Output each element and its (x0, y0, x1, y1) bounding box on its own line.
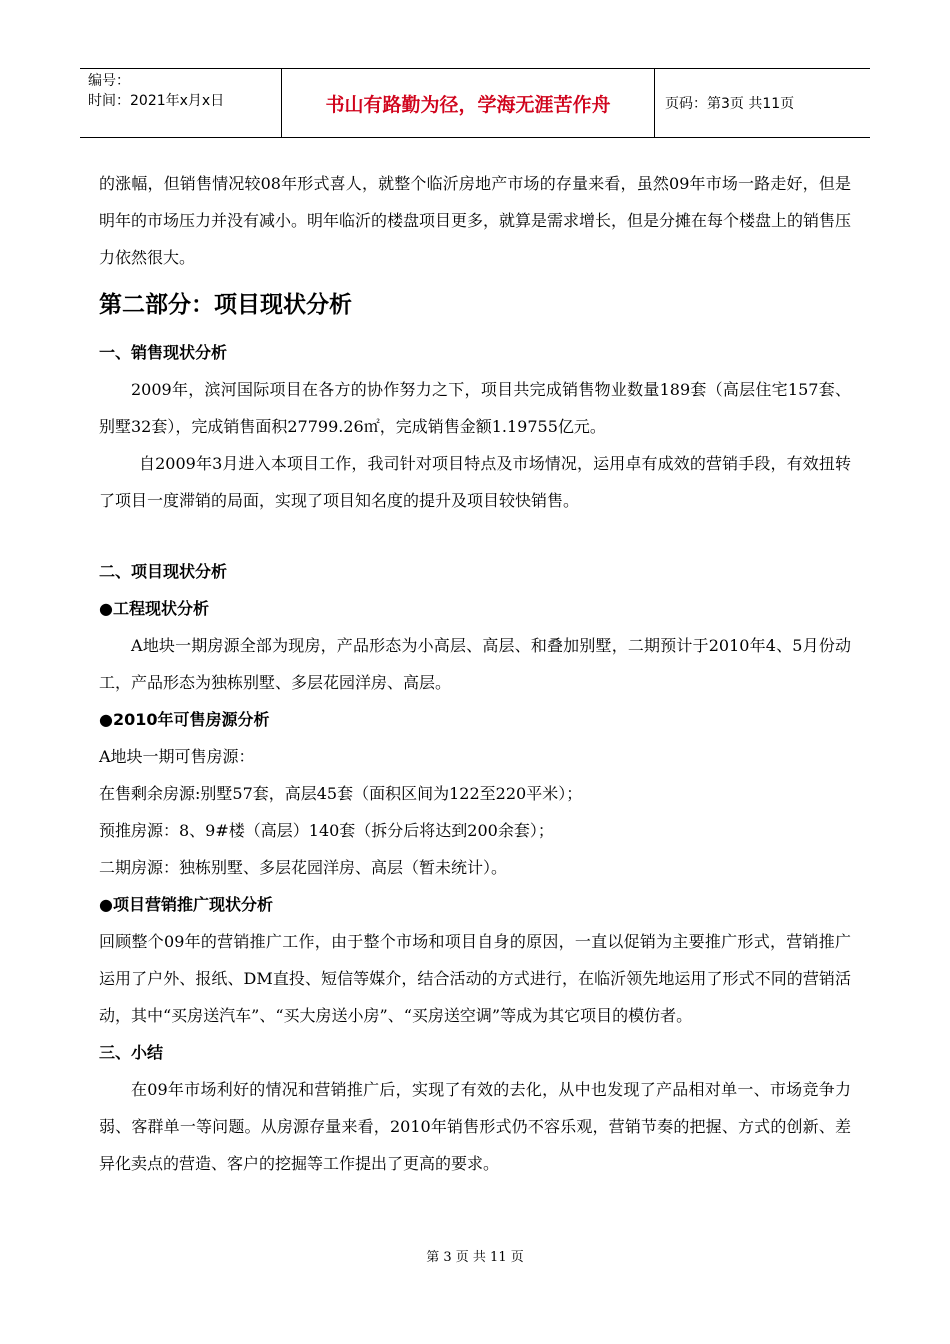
header-meta (80, 69, 282, 137)
section-1-title: 一、销售现状分析 (99, 343, 228, 362)
section-3-title: 三、小结 (99, 1043, 164, 1062)
inventory-line-4: 二期房源：独栋别墅、多层花园洋房、高层（暂未统计）。 (99, 858, 508, 877)
spacer (99, 519, 851, 553)
header-motto: 书山有路勤为径，学海无涯苦作舟 (282, 69, 655, 137)
section-2-title: 二、项目现状分析 (99, 562, 228, 581)
header-page-code: 页码：第3页 共11页 (665, 96, 795, 112)
header-number-label: 编号： (88, 73, 130, 89)
bullet-marketing-title: ●项目营销推广现状分析 (99, 895, 273, 914)
header-date: 时间：2021年x月x日 (88, 93, 225, 109)
section-1-paragraph-2: 自2009年3月进入本项目工作，我司针对项目特点及市场情况，运用卓有成效的营销手段，有效扭转了项目一度滞销的局面，实现了项目知名度的提升及项目较快销售。 (99, 454, 851, 510)
bullet-inventory-title: ●2010年可售房源分析 (99, 710, 270, 729)
intro-paragraph: 的涨幅，但销售情况较08年形式喜人，就整个临沂房地产市场的存量来看，虽然09年市场一路走好，但是明年的市场压力并没有减小。明年临沂的楼盘项目更多，就算是需求增长，但是分摊在每个楼盘上的销售压力依然很大。 (99, 174, 852, 267)
inventory-line-3: 预推房源：8、9#楼（高层）140套（拆分后将达到200余套）； (99, 821, 554, 840)
page-footer: 第 3 页 共 11 页 (426, 1250, 524, 1265)
inventory-line-1: A地块一期可售房源： (99, 747, 255, 766)
part-title: 第二部分：项目现状分析 (99, 292, 352, 318)
inventory-line-2: 在售剩余房源:别墅57套，高层45套（面积区间为122至220平米）； (99, 784, 583, 803)
section-1-paragraph-1: 2009年，滨河国际项目在各方的协作努力之下，项目共完成销售物业数量189套（高层住宅157套、别墅32套），完成销售面积27799.26㎡，完成销售金额1.19755亿元。 (99, 380, 851, 436)
document-body (99, 165, 851, 1182)
bullet-marketing-paragraph: 回顾整个09年的营销推广工作，由于整个市场和项目自身的原因，一直以促销为主要推广形式，营销推广运用了户外、报纸、DM直投、短信等媒介，结合活动的方式进行，在临沂领先地运用了形式不同的营销活动，其中“买房送汽车”、“买大房送小房”、“买房送空调”等成为其它项目的模仿者。 (99, 932, 851, 1025)
page-header (80, 68, 870, 138)
bullet-engineering-title: ●工程现状分析 (99, 599, 209, 618)
bullet-engineering-paragraph: A地块一期房源全部为现房，产品形态为小高层、高层、和叠加别墅，二期预计于2010年4、5月份动工，产品形态为独栋别墅、多层花园洋房、高层。 (99, 636, 851, 692)
section-3-paragraph: 在09年市场利好的情况和营销推广后，实现了有效的去化，从中也发现了产品相对单一、市场竞争力弱、客群单一等问题。从房源存量来看，2010年销售形式仍不容乐观，营销节奏的把握、方式的创新、差异化卖点的营造、客户的挖掘等工作提出了更高的要求。 (99, 1080, 851, 1173)
